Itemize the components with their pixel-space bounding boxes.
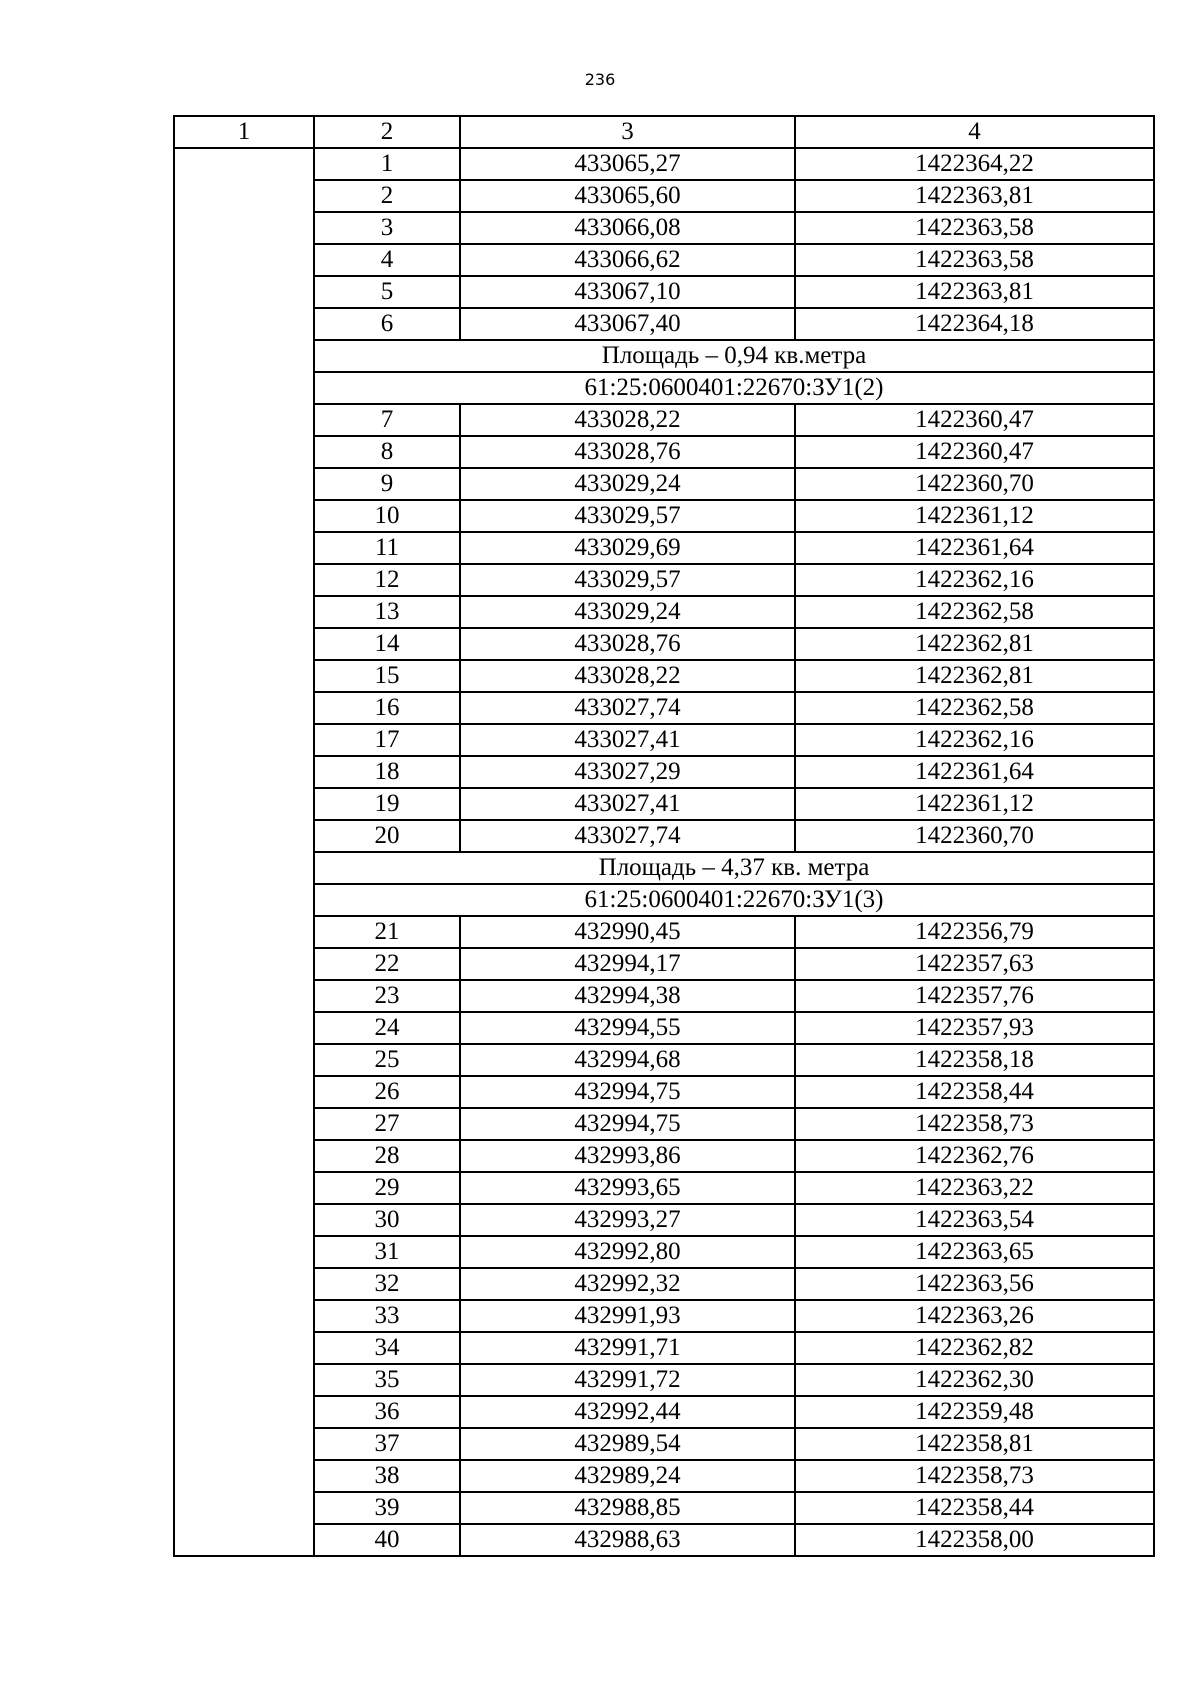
section-label: Площадь – 4,37 кв. метра — [314, 852, 1154, 884]
point-number-cell: 19 — [314, 788, 460, 820]
x-coordinate-cell: 432988,63 — [460, 1524, 795, 1556]
point-number-cell: 8 — [314, 436, 460, 468]
point-number-cell: 14 — [314, 628, 460, 660]
point-number-cell: 2 — [314, 180, 460, 212]
point-number-cell: 1 — [314, 148, 460, 180]
point-number-cell: 40 — [314, 1524, 460, 1556]
point-number-cell: 18 — [314, 756, 460, 788]
table-row — [174, 1076, 1154, 1108]
x-coordinate-cell: 432991,93 — [460, 1300, 795, 1332]
table-row — [174, 244, 1154, 276]
point-number-cell: 26 — [314, 1076, 460, 1108]
y-coordinate-cell: 1422363,58 — [795, 212, 1154, 244]
point-number-cell: 10 — [314, 500, 460, 532]
page-number: 236 — [584, 70, 616, 89]
y-coordinate-cell: 1422363,22 — [795, 1172, 1154, 1204]
y-coordinate-cell: 1422362,58 — [795, 692, 1154, 724]
table-row — [174, 1140, 1154, 1172]
table-row — [174, 948, 1154, 980]
column-1-empty-cell — [174, 148, 314, 1556]
header-cell-2: 2 — [314, 116, 460, 148]
x-coordinate-cell: 432993,65 — [460, 1172, 795, 1204]
point-number-cell: 37 — [314, 1428, 460, 1460]
y-coordinate-cell: 1422358,44 — [795, 1076, 1154, 1108]
x-coordinate-cell: 433029,24 — [460, 468, 795, 500]
point-number-cell: 34 — [314, 1332, 460, 1364]
table-row — [174, 148, 1154, 180]
point-number-cell: 16 — [314, 692, 460, 724]
x-coordinate-cell: 433028,76 — [460, 436, 795, 468]
table-row — [174, 1364, 1154, 1396]
point-number-cell: 22 — [314, 948, 460, 980]
table-row — [174, 1428, 1154, 1460]
y-coordinate-cell: 1422362,81 — [795, 660, 1154, 692]
y-coordinate-cell: 1422357,63 — [795, 948, 1154, 980]
x-coordinate-cell: 433065,27 — [460, 148, 795, 180]
x-coordinate-cell: 433028,76 — [460, 628, 795, 660]
y-coordinate-cell: 1422359,48 — [795, 1396, 1154, 1428]
y-coordinate-cell: 1422364,18 — [795, 308, 1154, 340]
y-coordinate-cell: 1422356,79 — [795, 916, 1154, 948]
x-coordinate-cell: 432989,54 — [460, 1428, 795, 1460]
point-number-cell: 23 — [314, 980, 460, 1012]
table-row — [174, 1460, 1154, 1492]
point-number-cell: 32 — [314, 1268, 460, 1300]
x-coordinate-cell: 432989,24 — [460, 1460, 795, 1492]
y-coordinate-cell: 1422361,12 — [795, 788, 1154, 820]
table-row — [174, 1300, 1154, 1332]
y-coordinate-cell: 1422360,70 — [795, 820, 1154, 852]
x-coordinate-cell: 432992,32 — [460, 1268, 795, 1300]
table-row — [174, 1204, 1154, 1236]
x-coordinate-cell: 432990,45 — [460, 916, 795, 948]
table-row — [174, 980, 1154, 1012]
x-coordinate-cell: 432991,71 — [460, 1332, 795, 1364]
y-coordinate-cell: 1422362,82 — [795, 1332, 1154, 1364]
x-coordinate-cell: 433027,74 — [460, 692, 795, 724]
x-coordinate-cell: 433066,08 — [460, 212, 795, 244]
point-number-cell: 25 — [314, 1044, 460, 1076]
y-coordinate-cell: 1422361,64 — [795, 756, 1154, 788]
y-coordinate-cell: 1422362,58 — [795, 596, 1154, 628]
y-coordinate-cell: 1422357,93 — [795, 1012, 1154, 1044]
header-cell-4: 4 — [795, 116, 1154, 148]
table-row — [174, 788, 1154, 820]
y-coordinate-cell: 1422358,73 — [795, 1460, 1154, 1492]
table-row — [174, 404, 1154, 436]
x-coordinate-cell: 432993,27 — [460, 1204, 795, 1236]
table-row — [174, 564, 1154, 596]
table-row — [174, 276, 1154, 308]
table-header-row — [174, 116, 1154, 148]
y-coordinate-cell: 1422361,64 — [795, 532, 1154, 564]
table-row — [174, 756, 1154, 788]
y-coordinate-cell: 1422358,00 — [795, 1524, 1154, 1556]
x-coordinate-cell: 433029,24 — [460, 596, 795, 628]
x-coordinate-cell: 432994,68 — [460, 1044, 795, 1076]
section-label: 61:25:0600401:22670:ЗУ1(3) — [314, 884, 1154, 916]
table-row — [174, 1332, 1154, 1364]
table-row — [174, 820, 1154, 852]
x-coordinate-cell: 432994,75 — [460, 1076, 795, 1108]
y-coordinate-cell: 1422362,16 — [795, 564, 1154, 596]
point-number-cell: 29 — [314, 1172, 460, 1204]
y-coordinate-cell: 1422363,58 — [795, 244, 1154, 276]
table-row — [174, 1236, 1154, 1268]
x-coordinate-cell: 433027,41 — [460, 788, 795, 820]
y-coordinate-cell: 1422363,54 — [795, 1204, 1154, 1236]
point-number-cell: 27 — [314, 1108, 460, 1140]
table-row — [174, 500, 1154, 532]
y-coordinate-cell: 1422363,56 — [795, 1268, 1154, 1300]
table-row — [174, 1108, 1154, 1140]
x-coordinate-cell: 432994,17 — [460, 948, 795, 980]
table-row — [174, 692, 1154, 724]
x-coordinate-cell: 433065,60 — [460, 180, 795, 212]
table-row — [174, 628, 1154, 660]
y-coordinate-cell: 1422362,16 — [795, 724, 1154, 756]
point-number-cell: 5 — [314, 276, 460, 308]
x-coordinate-cell: 432991,72 — [460, 1364, 795, 1396]
table-row — [174, 1172, 1154, 1204]
point-number-cell: 28 — [314, 1140, 460, 1172]
point-number-cell: 33 — [314, 1300, 460, 1332]
table-row — [174, 212, 1154, 244]
x-coordinate-cell: 433029,69 — [460, 532, 795, 564]
point-number-cell: 6 — [314, 308, 460, 340]
table-row — [174, 660, 1154, 692]
x-coordinate-cell: 433067,10 — [460, 276, 795, 308]
y-coordinate-cell: 1422363,81 — [795, 276, 1154, 308]
point-number-cell: 11 — [314, 532, 460, 564]
point-number-cell: 7 — [314, 404, 460, 436]
table-row — [174, 1044, 1154, 1076]
section-label: 61:25:0600401:22670:ЗУ1(2) — [314, 372, 1154, 404]
x-coordinate-cell: 432992,44 — [460, 1396, 795, 1428]
table-row — [174, 1012, 1154, 1044]
table-row — [174, 1492, 1154, 1524]
table-row — [174, 436, 1154, 468]
y-coordinate-cell: 1422363,65 — [795, 1236, 1154, 1268]
x-coordinate-cell: 433067,40 — [460, 308, 795, 340]
point-number-cell: 9 — [314, 468, 460, 500]
table-row — [174, 180, 1154, 212]
point-number-cell: 4 — [314, 244, 460, 276]
header-cell-1: 1 — [174, 116, 314, 148]
y-coordinate-cell: 1422362,81 — [795, 628, 1154, 660]
x-coordinate-cell: 432988,85 — [460, 1492, 795, 1524]
y-coordinate-cell: 1422358,73 — [795, 1108, 1154, 1140]
point-number-cell: 21 — [314, 916, 460, 948]
x-coordinate-cell: 433027,41 — [460, 724, 795, 756]
point-number-cell: 36 — [314, 1396, 460, 1428]
point-number-cell: 17 — [314, 724, 460, 756]
table-row — [174, 1268, 1154, 1300]
point-number-cell: 24 — [314, 1012, 460, 1044]
point-number-cell: 35 — [314, 1364, 460, 1396]
y-coordinate-cell: 1422363,26 — [795, 1300, 1154, 1332]
point-number-cell: 31 — [314, 1236, 460, 1268]
y-coordinate-cell: 1422362,76 — [795, 1140, 1154, 1172]
x-coordinate-cell: 432992,80 — [460, 1236, 795, 1268]
section-label-row — [174, 884, 1154, 916]
section-label-row — [174, 372, 1154, 404]
point-number-cell: 30 — [314, 1204, 460, 1236]
table-row — [174, 532, 1154, 564]
x-coordinate-cell: 433028,22 — [460, 404, 795, 436]
header-cell-3: 3 — [460, 116, 795, 148]
y-coordinate-cell: 1422364,22 — [795, 148, 1154, 180]
table-row — [174, 308, 1154, 340]
table-row — [174, 916, 1154, 948]
point-number-cell: 12 — [314, 564, 460, 596]
x-coordinate-cell: 433066,62 — [460, 244, 795, 276]
section-label-row — [174, 340, 1154, 372]
point-number-cell: 15 — [314, 660, 460, 692]
section-label: Площадь – 0,94 кв.метра — [314, 340, 1154, 372]
x-coordinate-cell: 432994,75 — [460, 1108, 795, 1140]
x-coordinate-cell: 433029,57 — [460, 564, 795, 596]
y-coordinate-cell: 1422363,81 — [795, 180, 1154, 212]
x-coordinate-cell: 432994,55 — [460, 1012, 795, 1044]
y-coordinate-cell: 1422358,81 — [795, 1428, 1154, 1460]
x-coordinate-cell: 433028,22 — [460, 660, 795, 692]
y-coordinate-cell: 1422362,30 — [795, 1364, 1154, 1396]
coordinates-table — [173, 115, 1155, 1557]
table-row — [174, 1396, 1154, 1428]
y-coordinate-cell: 1422357,76 — [795, 980, 1154, 1012]
point-number-cell: 39 — [314, 1492, 460, 1524]
y-coordinate-cell: 1422358,18 — [795, 1044, 1154, 1076]
section-label-row — [174, 852, 1154, 884]
table-row — [174, 596, 1154, 628]
y-coordinate-cell: 1422361,12 — [795, 500, 1154, 532]
point-number-cell: 13 — [314, 596, 460, 628]
x-coordinate-cell: 433029,57 — [460, 500, 795, 532]
y-coordinate-cell: 1422358,44 — [795, 1492, 1154, 1524]
point-number-cell: 38 — [314, 1460, 460, 1492]
x-coordinate-cell: 433027,74 — [460, 820, 795, 852]
point-number-cell: 20 — [314, 820, 460, 852]
y-coordinate-cell: 1422360,70 — [795, 468, 1154, 500]
x-coordinate-cell: 432994,38 — [460, 980, 795, 1012]
table-row — [174, 724, 1154, 756]
point-number-cell: 3 — [314, 212, 460, 244]
y-coordinate-cell: 1422360,47 — [795, 436, 1154, 468]
table-row — [174, 468, 1154, 500]
x-coordinate-cell: 433027,29 — [460, 756, 795, 788]
y-coordinate-cell: 1422360,47 — [795, 404, 1154, 436]
table-row — [174, 1524, 1154, 1556]
x-coordinate-cell: 432993,86 — [460, 1140, 795, 1172]
